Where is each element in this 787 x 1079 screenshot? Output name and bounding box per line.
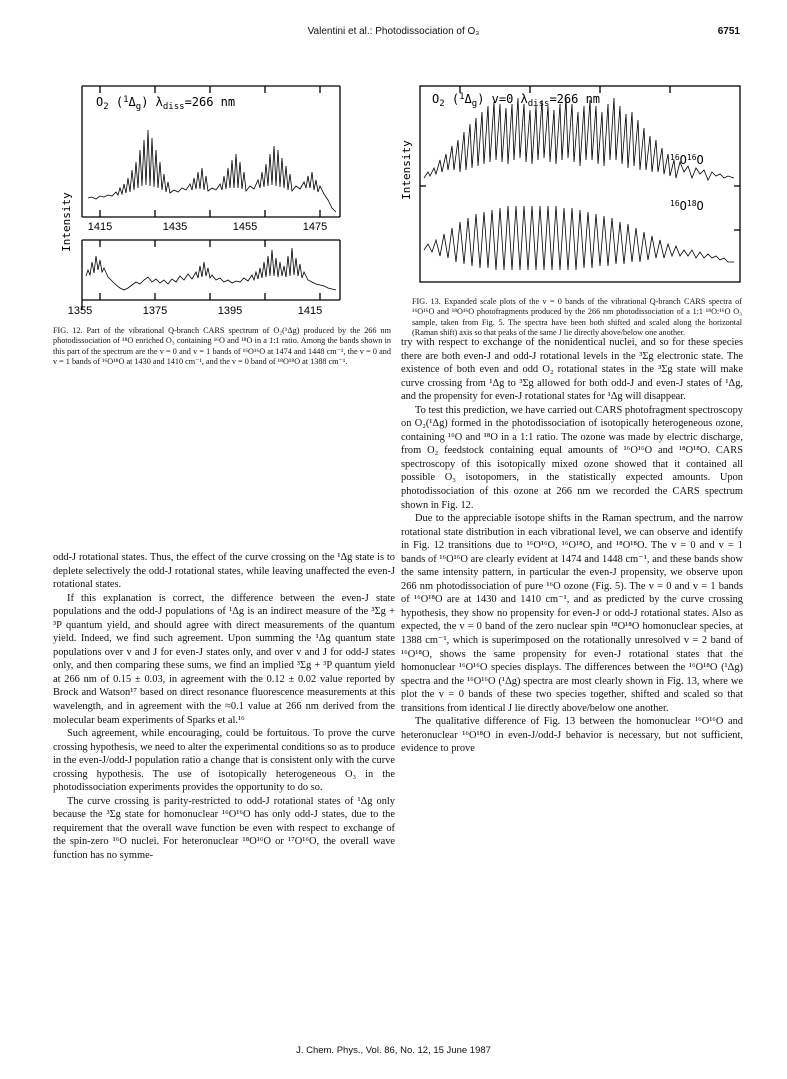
- journal-footer: J. Chem. Phys., Vol. 86, No. 12, 15 June 1987: [296, 1045, 491, 1056]
- fig13-caption: FIG. 13. Expanded scale plots of the v = 0 bands of the vibrational Q-branch CARS spectra of ¹⁶O¹⁶O and ¹⁸O¹⁶O photofragments produced by the 266 nm photodissociation of a 1:1 ¹⁸O:¹⁶O O₃ sample, taken from Fig. 5. The spectra have been both shifted and scaled along the horizontal (Raman shift) axis so that peaks of the same J lie directly above/below one another.: [412, 297, 742, 337]
- fig12-bottom-axis: [0, 0, 787, 320]
- fig13-ylabel: Intensity: [400, 140, 413, 200]
- page-number: 6751: [717, 26, 740, 37]
- paragraph: The qualitative difference of Fig. 13 between the homonuclear ¹⁶O¹⁶O and heteronuclear ¹⁶O¹⁸O in even-J/odd-J behavior is necessary, but not sufficient, evidence to prove: [401, 716, 743, 755]
- paragraph: If this explanation is correct, the difference between the even-J state populations and the odd-J populations of ¹Δg is an indirect measure of the ³Σg + ³P quantum yield, and should agree with direct measurements of the quantum yield. Indeed, we find such agreement. Upon summing the ¹Δg quantum state populations over v and J for even-J states only, and over v and J for odd-J states only, and then comparing these sums, we find an implied ³Σg + ³P quantum yield at 266 nm of 0.15 ± 0.03, in agreement with the 0.12 ± 0.02 value reported by Brock and Watson¹⁷ based on direct resonance fluorescence measurements at this wavelength, and in agreement with the ≈0.1 value at 266 nm derived from the molecular beam experiments of Sparks et al.¹⁶: [53, 592, 395, 726]
- fig13-panel-label: $O_2$ $(^1\Delta_g)$ v=0 $\lambda_{diss}=266$ nm: [432, 92, 601, 109]
- fig12-panel-label: $O_2$ $(^1\Delta_g)$ $\lambda_{diss}=266$ nm: [96, 95, 236, 112]
- paragraph: To test this prediction, we have carried out CARS photofragment spectroscopy on O₂(¹Δg) formed in the photodissociation of isotopically heterogeneous ozone, containing ¹⁶O and ¹⁸O in a 1:1 ratio. The ozone was made by electric discharge, from O₂ feedstock containing equal amounts of ¹⁶O¹⁶O and ¹⁸O¹⁸O. CARS spectroscopy of this isotopically mixed ozone showed that it contained all possible O₃ isotopomers, in the statistically expected amounts. Upon photodissociation of this ozone at 266 nm we recorded the CARS spectrum shown in Fig. 12.: [401, 404, 743, 511]
- fig12-top-tick: 1475: [302, 221, 328, 233]
- fig12-caption: FIG. 12. Part of the vibrational Q-branch CARS spectrum of O₂(¹Δg) produced by the 266 nm photodissociation of ¹⁸O enriched O₃ containing ¹⁶O and ¹⁸O in a 1:1 ratio. Among the bands shown in this part of the spectrum are the v = 0 and v = 1 bands of ¹⁶O¹⁶O at 1474 and 1448 cm⁻¹, the v = 0 and v = 1 bands of ¹⁶O¹⁸O at 1430 and 1410 cm⁻¹, and the v = 0 band of ¹⁸O¹⁸O at 1388 cm⁻¹.: [53, 326, 391, 366]
- paragraph: try with respect to exchange of the nonidentical nuclei, and so for these species there are both even-J and odd-J rotational levels in the ³Σg electronic state. The existence of both even and odd O₂ rotational states in the ³Σg state will make curve crossing from ¹Δg to ³Σg allowed for both odd-J and even-J states of ¹Δg, and the propensity for even-J rotational states for ¹Δg will disappear.: [401, 337, 743, 403]
- paragraph: Due to the appreciable isotope shifts in the Raman spectrum, and the narrow rotational state distribution in each vibrational level, we can observe and identify in Fig. 12 transitions due to ¹⁶O¹⁶O, ¹⁶O¹⁸O, and ¹⁸O¹⁸O. The v = 0 and v = 1 bands of ¹⁶O¹⁶O are clearly evident at 1474 and 1448 cm⁻¹, and these bands show the same intensity pattern, in particular the even-J propensity, we observe upon 266 nm photodissociation of pure ¹⁶O ozone (Fig. 5). The v = 0 and v = 1 bands of ¹⁶O¹⁸O are at 1430 and 1410 cm⁻¹, and as predicted by the curve crossing hypothesis, they show no propensity for even-J or odd-J rotational states. Also as expected, the v = 0 band of the zero nuclear spin ¹⁸O¹⁸O homonuclear species, at 1388 cm⁻¹, which is superimposed on the rotationally unresolved v = 2 band of ¹⁶O¹⁸O, shows the same propensity for even-J rotational states that the homonuclear ¹⁶O¹⁶O species displays. The differences between the ¹⁶O¹⁸O (¹Δg) spectra and the ¹⁶O¹⁶O (¹Δg) spectra are most clearly shown in Fig. 13, where we plot the v = 0 bands of these two species together, shifted and scaled so that transitions from identical J lie directly above/below one another.: [401, 513, 743, 714]
- fig12-bottom-tick: 1375: [142, 305, 168, 317]
- left-column: [53, 551, 395, 863]
- fig12-top-tick: 1455: [232, 221, 258, 233]
- fig12-bottom-tick: 1355: [67, 305, 93, 317]
- paragraph: The curve crossing is parity-restricted to odd-J rotational states of ¹Δg only because the ³Σg state for homonuclear ¹⁶O¹⁶O has only odd-J states, due to the requirement that the overall wave function be even with respect to exchange of the spin-zero ¹⁶O nuclei. For heteronuclear ¹⁸O¹⁶O or ¹⁷O¹⁶O, the overall wave function has no symme-: [53, 795, 395, 862]
- fig12-top-tick: 1415: [87, 221, 113, 233]
- fig12-bottom-tick: 1415: [297, 305, 323, 317]
- paragraph: odd-J rotational states. Thus, the effect of the curve crossing on the ¹Δg state is to deplete selectively the odd-J rotational states, while leaving unaffected the even-J rotational states.: [53, 552, 395, 591]
- fig12-top-tick: 1435: [162, 221, 188, 233]
- fig13-trace1-label: $^{16}O^{16}O$: [670, 153, 704, 167]
- paragraph: Such agreement, while encouraging, could be fortuitous. To prove the curve crossing hypothesis, we need to alter the experimental conditions so as to produce in the even-J/odd-J population ratio a change that is consistent only with the curve crossing hypothesis. The use of isotopically heterogeneous O₃ in the photodissociation experiments provides the opportunity to do so.: [53, 728, 395, 794]
- fig13-trace2-label: $^{16}O^{18}O$: [670, 199, 704, 213]
- fig12-bottom-tick: 1395: [217, 305, 243, 317]
- running-title: Valentini et al.: Photodissociation of O₃: [307, 26, 480, 37]
- fig12-ylabel: Intensity: [60, 192, 73, 252]
- right-column: [401, 336, 743, 756]
